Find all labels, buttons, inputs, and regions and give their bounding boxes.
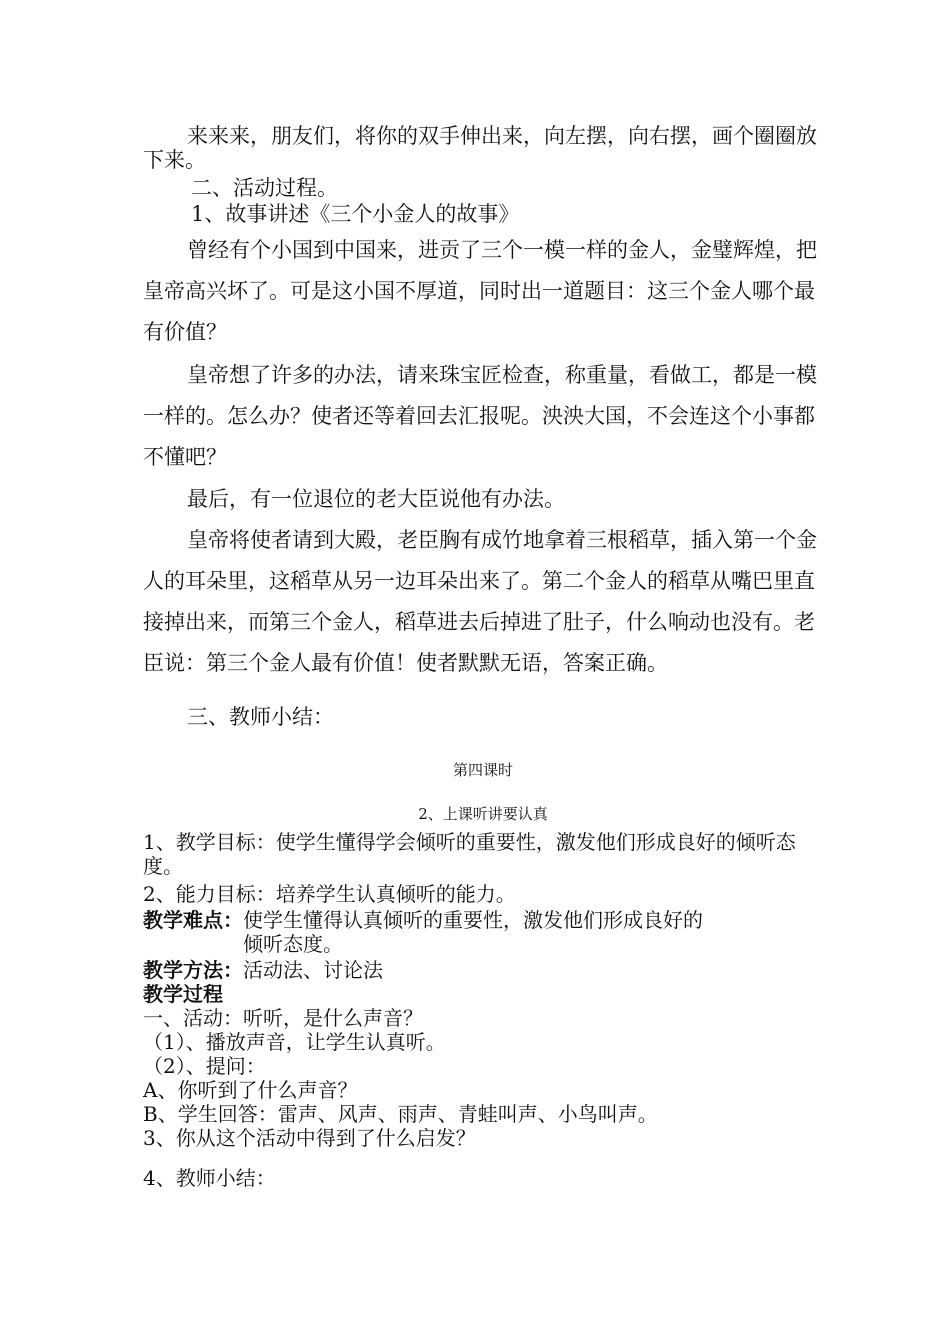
section-title-activity-process: 二、活动过程。 [191,176,338,200]
method-text: 活动法、讨论法 [243,958,383,982]
list-item: （2）、提问： [143,1054,266,1078]
teaching-difficulty [143,908,823,956]
story-paragraph-4: 皇帝将使者请到大殿，老臣胸有成竹地拿着三根稻草，插入第一个金人的耳朵里，这稻草从另一边耳朵出来了。第二个金人的稻草从嘴巴里直接掉出来，而第三个金人，稻草进去后掉进了肚子，什么响动也没有。老臣说：第三个金人最有价值！使者默默无语，答案正确。 [143,528,817,675]
lesson-title: 2、上课听讲要认真 [418,805,548,823]
story-paragraph-3: 最后，有一位退位的老大臣说他有办法。 [187,487,565,511]
list-item: B、学生回答：雷声、风声、雨声、青蛙叫声、小鸟叫声。 [143,1102,658,1126]
teaching-method [143,958,823,982]
intro-paragraph: 来来来，朋友们，将你的双手伸出来，向左摆，向右摆，画个圈圈放下来。 [143,124,817,172]
story-title: 1、故事讲述《三个小金人的故事》 [191,202,520,226]
story-paragraph-1: 曾经有个小国到中国来，进贡了三个一模一样的金人，金璧辉煌，把皇帝高兴坏了。可是这小国不厚道，同时出一道题目：这三个金人哪个最有价值？ [143,238,817,344]
list-item: A、你听到了什么声音？ [143,1078,358,1102]
difficulty-text: 使学生懂得认真倾听的重要性，激发他们形成良好的 [243,908,703,932]
lesson-heading: 第四课时 [452,761,513,779]
difficulty-text-continued: 倾听态度。 [243,932,343,956]
section-title-teacher-summary: 三、教师小结： [187,705,334,729]
process-title: 教学过程 [143,982,223,1006]
difficulty-label: 教学难点： [143,908,243,932]
list-item: 3、你从这个活动中得到了什么启发？ [143,1126,476,1150]
story-paragraph-2: 皇帝想了许多的办法，请来珠宝匠检查，称重量，看做工，都是一模一样的。怎么办？使者还等着回去汇报呢。泱泱大国，不会连这个小事都不懂吧？ [143,363,817,469]
method-label: 教学方法： [143,958,243,982]
process-list [143,1006,823,1150]
list-item: （1）、播放声音，让学生认真听。 [143,1030,446,1054]
ability-goal: 2、能力目标：培养学生认真倾听的能力。 [143,882,516,906]
teaching-goal: 1、教学目标：使学生懂得学会倾听的重要性，激发他们形成良好的倾听态度。 [143,830,796,878]
summary-item: 4、教师小结： [143,1166,276,1190]
list-item: 一、活动：听听，是什么声音？ [143,1006,423,1030]
